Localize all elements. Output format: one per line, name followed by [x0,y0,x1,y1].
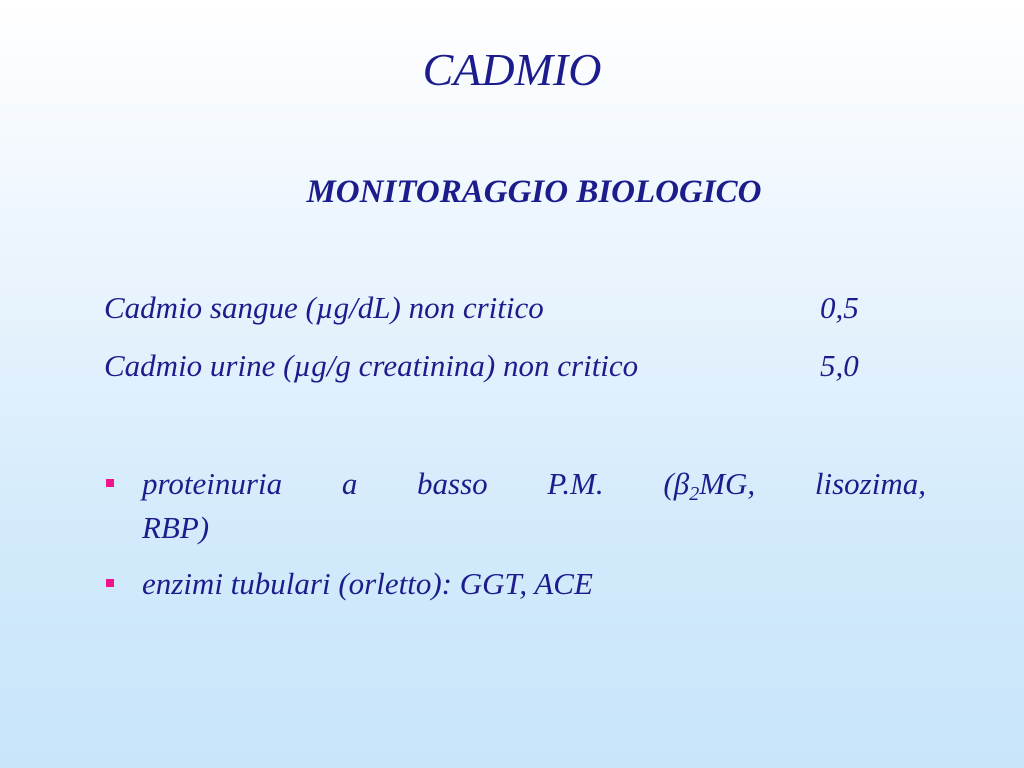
threshold-values [104,286,904,402]
value-label-urine: Cadmio urine (µg/g creatinina) non critico [104,348,639,383]
slide-subtitle: MONITORAGGIO BIOLOGICO [306,174,762,210]
bullet-text-post: MG, lisozima, [699,466,926,501]
value-row-urine [104,344,904,402]
bullet-square-icon [106,479,114,487]
bullet-text-pre: proteinuria a basso P.M. (β [142,466,690,501]
bullet-item-proteinuria [104,462,926,550]
value-row-blood [104,286,904,344]
bullet-text-line2: RBP) [142,510,210,545]
bullet-subscript: 2 [689,483,700,505]
bullet-text-line1 [142,462,926,506]
bullet-item-enzymes [104,562,926,606]
value-label-blood: Cadmio sangue (µg/dL) non critico [104,290,544,325]
bullet-square-icon [106,579,114,587]
value-number-urine: 5,0 [820,348,859,383]
bullet-text: enzimi tubulari (orletto): GGT, ACE [142,566,593,601]
bullet-list [104,462,926,618]
slide-title: CADMIO [422,44,602,95]
value-number-blood: 0,5 [820,290,859,325]
